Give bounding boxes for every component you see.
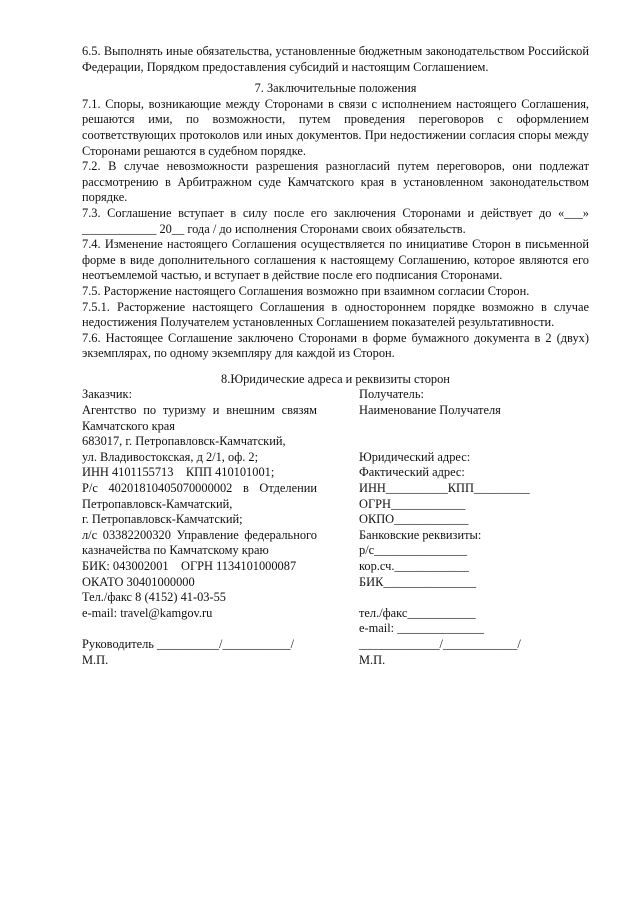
customer-org: Агентство по туризму и внешним связям Камчатского края [82,403,317,433]
customer-bik-ogrn: БИК: 043002001 ОГРН 1134101000087 [82,559,297,573]
recipient-name: Наименование Получателя [359,403,501,418]
recipient-okpo: ОКПО____________ [359,512,469,527]
recipient-column [359,387,589,668]
section-8-heading: 8.Юридические адреса и реквизиты сторон [221,371,450,386]
requisites-table [82,387,589,668]
customer-inn-kpp: ИНН 4101155713 КПП 410101001; [82,465,275,480]
recipient-stamp: М.П. [359,652,386,667]
clause-6-5: 6.5. Выполнять иные обязательства, установленные бюджетным законодательством Российской Федерации, Порядком предоставления субсидий и настоящим Соглашением. [82,44,589,74]
section-7-heading: 7. Заключительные положения [254,81,417,96]
customer-phone: Тел./факс 8 (4152) 41-03-55 [82,590,227,605]
recipient-legal-address: Юридический адрес: [359,449,471,464]
clause-7-5-1: 7.5.1. Расторжение настоящего Соглашения в одностороннем порядке возможно в случае недостижения Получателем установленных Соглашением показателей результативности. [82,299,589,330]
document-page [82,44,589,668]
customer-personal-account: л/с 03382200320 Управление федерального казначейства по Камчатскому краю [82,527,317,558]
recipient-ogrn: ОГРН____________ [359,496,466,511]
clause-7-5: 7.5. Расторжение настоящего Соглашения возможно при взаимном согласии Сторон. [82,283,530,298]
recipient-fact-address: Фактический адрес: [359,465,465,480]
clause-7-4: 7.4. Изменение настоящего Соглашения осуществляется по инициативе Сторон в письменной форме в виде дополнительного соглашения к настоящему Соглашению, которое являются его неотъемлемой частью, и вступает в действие после его подписания Сторонами. [82,237,589,283]
clause-7-2: 7.2. В случае невозможности разрешения разногласий путем переговоров, они подлежат рассмотрению в Арбитражном суде Камчатского края в установленном законодательством порядке. [82,159,589,205]
recipient-inn-kpp: ИНН__________КПП_________ [359,481,530,496]
customer-address-2: ул. Владивостокская, д 2/1, оф. 2; [82,449,259,464]
recipient-signature: _____________/____________/ [359,636,521,651]
customer-email: e-mail: travel@kamgov.ru [82,605,213,620]
customer-stamp: М.П. [82,652,109,667]
clause-7-1: 7.1. Споры, возникающие между Сторонами в связи с исполнением настоящего Соглашения, решаются ими, по возможности, путем проведения переговоров с оформлением соответствующих протоколов или иных документов. При недостижении согласия споры между Сторонами решаются в судебном порядке. [82,96,589,158]
recipient-bank: Банковские реквизиты: [359,527,482,542]
recipient-bik: БИК_______________ [359,574,477,589]
recipient-account: р/с_______________ [359,543,468,558]
clause-7-6: 7.6. Настоящее Соглашение заключено Сторонами в форме бумажного документа в 2 (двух) экземплярах, по одному экземпляру для каждой из Сторон. [82,330,589,361]
customer-address-1: 683017, г. Петропавловск-Камчатский, [82,434,286,449]
customer-city: г. Петропавловск-Камчатский; [82,512,243,527]
recipient-title: Получатель: [359,387,424,402]
recipient-corr-account: кор.сч.____________ [359,559,469,573]
customer-column [82,387,317,668]
recipient-email: e-mail: ______________ [359,621,484,636]
clause-7-3: 7.3. Соглашение вступает в силу после его заключения Сторонами и действует до «___» ____________ 20__ года / до исполнения Сторонами своих обязательств. [82,205,589,236]
customer-account: Р/с 40201810405070000002 в Отделении Петропавловск-Камчатский, [82,481,317,511]
customer-title: Заказчик: [82,387,133,402]
customer-okato: ОКАТО 30401000000 [82,574,195,589]
customer-signature: Руководитель __________/___________/ [82,636,295,651]
recipient-phone: тел./факс___________ [359,605,476,620]
